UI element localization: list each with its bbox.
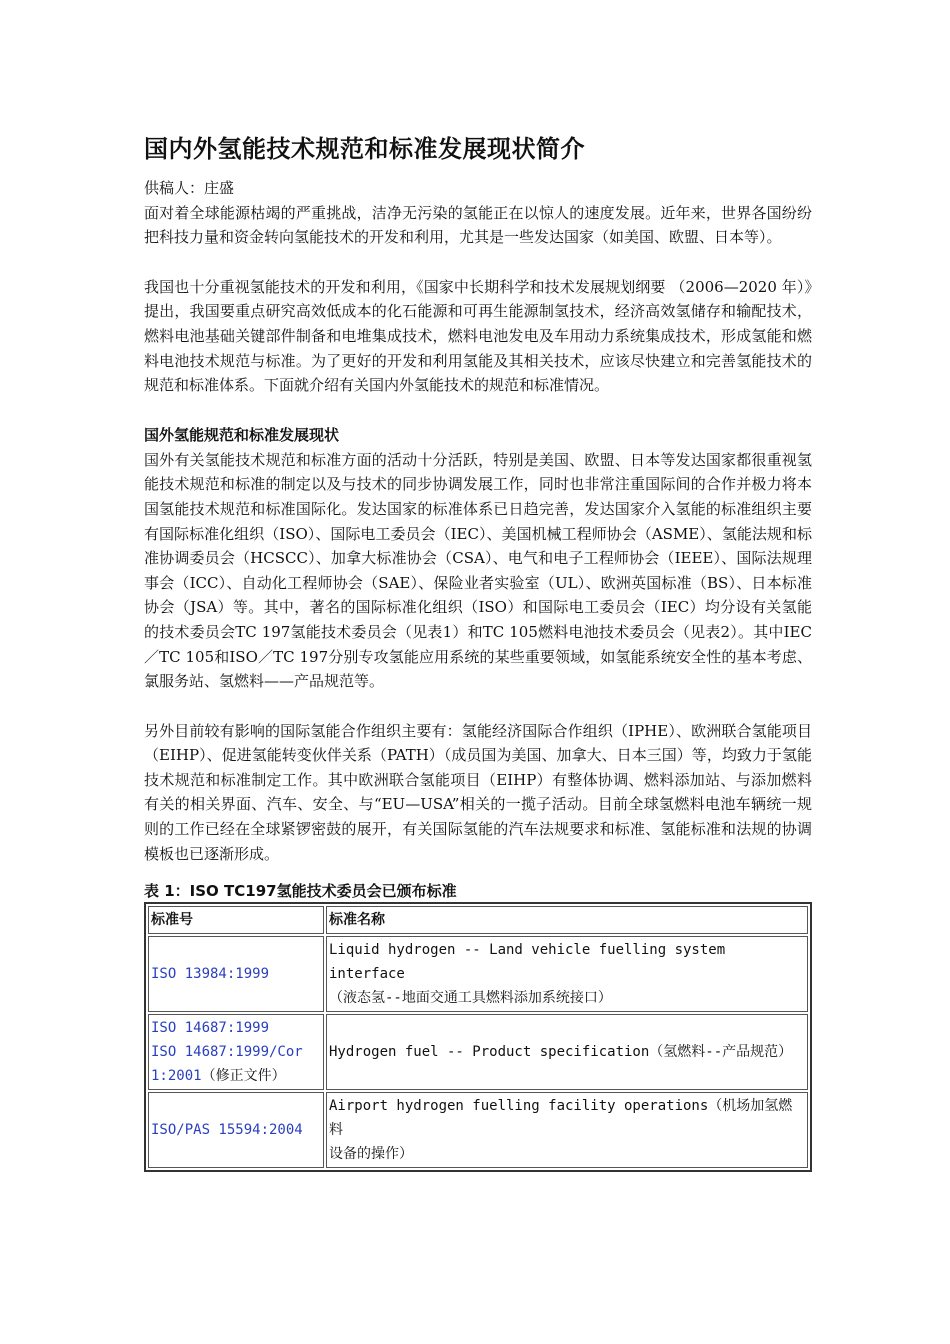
standard-name-cn: 设备的操作）: [329, 1146, 413, 1163]
standard-code-link[interactable]: ISO/PAS 15594:2004: [151, 1122, 303, 1139]
standard-code-cell: [148, 1014, 324, 1090]
standard-code-link[interactable]: 1:2001: [151, 1068, 202, 1085]
header-standard-name: 标准名称: [326, 906, 808, 934]
standard-code-cell: [148, 936, 324, 1012]
table-row: [148, 1092, 808, 1168]
paragraph-3: 国外有关氢能技术规范和标准方面的活动十分活跃，特别是美国、欧盟、日本等发达国家都很重视氢能技术规范和标准的制定以及与技术的同步协调发展工作，同时也非常注重国际间的合作并极力将本国氢能技术规范和标准国际化。发达国家的标准体系已日趋完善，发达国家介入氢能的标准组织主要有国际标准化组织（ISO）、国际电工委员会（IEC）、美国机械工程师协会（ASME）、氢能法规和标准协调委员会（HCSCC）、加拿大标准协会（CSA）、电气和电子工程师协会（IEEE）、国际法规理事会（ICC）、自动化工程师协会（SAE）、保险业者实验室（UL）、欧洲英国标准（BS）、日本标准协会（JSA）等。其中，著名的国际标准化组织（ISO）和国际电工委员会（IEC）均分设有关氢能的技术委员会TC 197氢能技术委员会（见表1）和TC 105燃料电池技术委员会（见表2）。其中IEC／TC 105和ISO／TC 197分别专攻氢能应用系统的某些重要领域，如氢能系统安全性的基本考虑、氯服务站、氢燃料——产品规范等。: [144, 450, 812, 691]
amendment-note: （修正文件）: [201, 1068, 286, 1085]
spacer: [144, 250, 812, 275]
standard-code-link[interactable]: ISO 14687:1999: [151, 1020, 270, 1037]
table-header-row: [148, 906, 808, 934]
spacer: [144, 398, 812, 423]
header-standard-number: 标准号: [148, 906, 324, 934]
spacer: [144, 694, 812, 719]
standard-name-en: Hydrogen fuel -- Product specification（氢燃料--产品规范）: [329, 1044, 793, 1061]
section-heading: 国外氢能规范和标准发展现状: [144, 425, 340, 444]
table-row: [148, 936, 808, 1012]
standard-name-cell: [326, 1092, 808, 1168]
article-title: 国内外氢能技术规范和标准发展现状简介: [144, 135, 585, 163]
paragraph-2: 我国也十分重视氢能技术的开发和利用，《国家中长期科学和技术发展规划纲要 （2006—2020 年）》提出，我国要重点研究高效低成本的化石能源和可再生能源制氢技术，经济高效氢储存和输配技术，燃料电池基础关键部件制备和电堆集成技术，燃料电池发电及车用动力系统集成技术，形成氢能和燃料电池技术规范与标准。为了更好的开发和利用氢能及其相关技术，应该尽快建立和完善氢能技术的规范和标准体系。下面就介绍有关国内外氢能技术的规范和标准情况。: [144, 277, 812, 395]
standard-code-link[interactable]: ISO 13984:1999: [151, 966, 270, 983]
standard-name-en: Liquid hydrogen -- Land vehicle fuelling system interface: [329, 942, 726, 983]
author-line: 供稿人：庄盛: [144, 179, 235, 197]
standard-name-cn: （液态氢--地面交通工具燃料添加系统接口）: [329, 990, 612, 1007]
standard-name-en: Airport hydrogen fuelling facility operations（机场加氢燃料: [329, 1098, 793, 1139]
standards-table: [144, 902, 812, 1172]
standard-code-link[interactable]: ISO 14687:1999/Cor: [151, 1044, 303, 1061]
standard-name-cell: [326, 936, 808, 1012]
table-row: [148, 1014, 808, 1090]
standard-name-cell: [326, 1014, 808, 1090]
standard-code-link-cont: [151, 1064, 321, 1088]
document-page: [144, 132, 812, 1172]
table-caption: 表 1：ISO TC197氢能技术委员会已颁布标准: [144, 882, 457, 901]
standard-code-cell: [148, 1092, 324, 1168]
paragraph-1: 面对着全球能源枯竭的严重挑战，洁净无污染的氢能正在以惊人的速度发展。近年来，世界各国纷纷把科技力量和资金转向氢能技术的开发和利用，尤其是一些发达国家（如美国、欧盟、日本等）。: [144, 203, 812, 247]
paragraph-4: 另外目前较有影响的国际氢能合作组织主要有：氢能经济国际合作组织（IPHE）、欧洲联合氢能项目（EIHP）、促进氢能转变伙伴关系（PATH）（成员国为美国、加拿大、日本三国）等，均致力于氢能技术规范和标准制定工作。其中欧洲联合氢能项目（EIHP）有整体协调、燃料添加站、与添加燃料有关的相关界面、汽车、安全、与“EU—USA”相关的一揽子活动。目前全球氢燃料电池车辆统一规则的工作已经在全球紧锣密鼓的展开，有关国际氢能的汽车法规要求和标准、氢能标准和法规的协调模板也已逐渐形成。: [144, 721, 812, 863]
